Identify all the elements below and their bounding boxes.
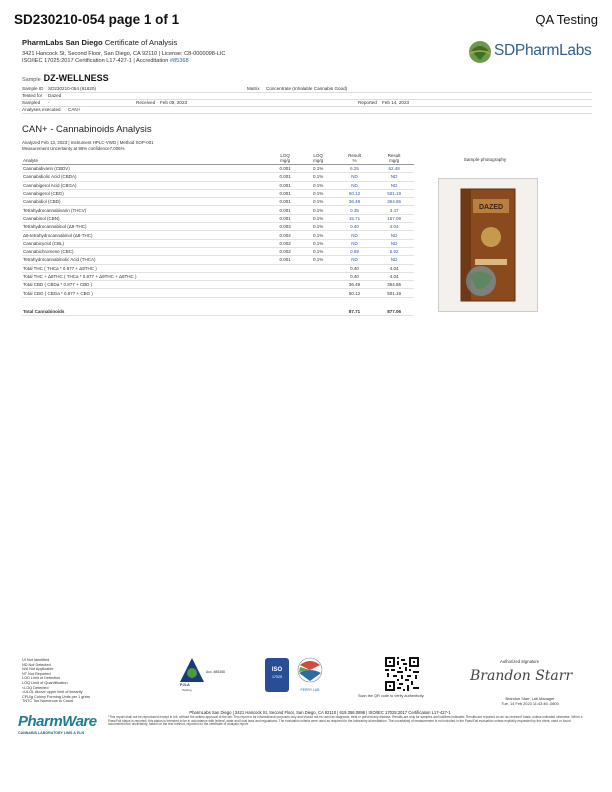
sample-photo: [438, 178, 538, 312]
legend-item: TNTC Too Numerous to Count: [22, 699, 74, 704]
sample-id-label: Sample ID: [22, 86, 44, 91]
legend-item: LOQ Limit of Quantification: [22, 680, 68, 685]
table-row: Cannabinol (CBN) 0.001 0.1% 15.71 157.09: [22, 214, 414, 222]
total-row: Total THC + Δ8THC ( THCa * 0.877 + Δ9THC + Δ8THC ) 0.40 4.04: [22, 272, 414, 280]
table-row: Tetrahydrocannabinolic Acid (THCA) 0.001 0.1% ND ND: [22, 256, 414, 264]
tested-for-label: Tested for: [22, 93, 43, 98]
table-row: Cannabichromene (CBC) 0.002 0.1% 0.59 5.92: [22, 247, 414, 255]
sample-id-value: SD230210-054 (61820): [48, 86, 97, 91]
pharmware-name: PharmWare: [18, 713, 97, 730]
section-title: CAN+ - Cannabinoids Analysis: [22, 124, 152, 135]
sample-name: DZ-WELLNESS: [43, 73, 109, 83]
legend-item: <LOQ Detected: [22, 685, 49, 690]
uncertainty-line: Measurement Uncertainty at 95% confidence7.006%: [22, 146, 125, 151]
iso-badge: [265, 658, 289, 692]
total-row: Total CBD ( CBDa * 0.877 + CBD ) 36.49 364.86: [22, 281, 414, 289]
table-row: Cannabidivarin (CBDV) 0.001 0.1% 6.25 62.48: [22, 165, 414, 173]
certificate-title: Certificate of Analysis: [104, 38, 178, 47]
authorized-signature-label: Authorized Signature: [500, 659, 540, 664]
signer-name: Brandon Starr, Lab Manager: [505, 696, 555, 701]
logo-globe-icon: [466, 38, 494, 66]
pjla-sub: Testing: [182, 688, 192, 692]
matrix-label: Matrix: [247, 86, 260, 91]
iso-text: ISO/IEC 17025:2017 Certification L17-427-1 | Accreditation: [22, 58, 170, 64]
table-row: Cannabigerol (CBG) 0.001 0.1% 50.12 501.19: [22, 189, 414, 197]
signature: Brandon Starr: [470, 668, 573, 684]
sdpharmlabs-logo: [466, 38, 596, 66]
qr-code-icon[interactable]: [385, 657, 419, 691]
legend-item: CFU/g Colony Forming Units per 1 gram: [22, 694, 90, 699]
meta-row: [22, 93, 592, 100]
qr-caption: Scan the QR code to verify authenticity.: [358, 694, 425, 698]
disclaimer: *This report shall not be reproduced except in full, without the written approval of the lab. This report is for informational purposes only and should not be used as diagnosis, treat or prevent any disease. Results are only for samples and batches indicated. Results are reported on an 'as received' basis, unless indicated otherwise. When a Pass/Fail status is reported, this status is intended to be in accordance with federal, state and local laws and regulations. The evaluation criteria were used as required for the laboratory accreditation. The uncertainty of measurement is not included in the Pass/Fail evaluation unless explicitly requested by the client, used or found documented the uncertainty, based on the test method, reported on the certificate of analysis report.: [108, 715, 583, 727]
product-box-image: [439, 179, 537, 311]
sample-photography-label: Sample photography: [463, 157, 507, 162]
perry-lab-text: PERRY LAB: [300, 688, 320, 692]
header-loq: LOQ mg/g: [302, 153, 335, 165]
sample-heading: [22, 73, 109, 83]
iso-number: 17025: [272, 675, 282, 679]
legend-item: >ULOL Above upper limit of linearity: [22, 690, 83, 695]
analyzed-line: Analyzed Feb 13, 2023 | Instrument HPLC-VWD | Method SOP-001: [22, 140, 154, 145]
legend-item: UI Not Identified: [22, 658, 50, 662]
meta-row: [22, 86, 592, 93]
table-row: Cannabidiol (CBD) 0.001 0.1% 36.49 364.86: [22, 198, 414, 206]
analysis-info: [22, 140, 154, 152]
reported-value: Feb 14, 2023: [382, 100, 410, 105]
table-row: Tetrahydrocannabivarin (THCV) 0.001 0.1% 0.35 3.47: [22, 206, 414, 214]
verification-qr-code[interactable]: [385, 657, 419, 691]
iso-line: [22, 58, 225, 65]
meta-row: [22, 100, 592, 107]
accreditation-link[interactable]: #85368: [169, 58, 189, 64]
spacer-row: [22, 297, 414, 308]
reported-label: Reported: [358, 100, 377, 105]
perry-lab-badge: [294, 657, 326, 692]
table-row: Cannabigerol Acid (CBGA) 0.001 0.1% ND ND: [22, 181, 414, 189]
header-analyte: Analyte: [22, 153, 269, 165]
received-label: Received: [136, 100, 156, 105]
pjla-name: PJLA: [180, 683, 190, 687]
company-address: [22, 51, 225, 65]
logo-text: SDPharmLabs: [494, 42, 592, 59]
qa-testing-label: QA Testing: [535, 12, 598, 27]
meta-row: [22, 107, 592, 114]
total-row: Total CBG ( CBGa * 0.877 + CBG ) 50.12 501.19: [22, 289, 414, 297]
pharmware-logo: [18, 713, 96, 737]
company-title: [22, 38, 177, 47]
sampled-label: Sampled: [22, 100, 41, 105]
header-result-mgg: Result mg/g: [374, 153, 414, 165]
address-line: 3421 Hancock St, Second Floor, San Diego, CA 92110 | License: C8-0000098-LIC: [22, 51, 226, 57]
total-cannabinoids-row: Total Cannabinoids 87.71 877.06: [22, 308, 414, 316]
table-row: Tetrahydrocannabinol (Δ9-THC) 0.003 0.1% 0.40 4.04: [22, 223, 414, 231]
svg-text:DAZED: DAZED: [478, 204, 504, 211]
table-row: Cannabidiolic Acid (CBDA) 0.001 0.1% ND ND: [22, 173, 414, 181]
analyses-value: CAN+: [68, 107, 81, 112]
pjla-accreditation-badge: [178, 656, 225, 692]
document-id-page: SD230210-054 page 1 of 1: [14, 12, 180, 27]
table-row: Cannabicyclol (CBL) 0.002 0.1% ND ND: [22, 239, 414, 247]
abbreviation-legend: [22, 658, 90, 704]
footer-address: PharmLabs San Diego | 3421 Hancock St, Second Floor, San Diego, CA 92110 | 619.356.0898 | ISO/IEC 17025:2017 Certification L17-427-1: [189, 710, 451, 715]
total-row: Total THC ( THCa * 0.877 + Δ9THC ) 0.40 4.04: [22, 264, 414, 272]
sampled-value: -: [48, 100, 50, 105]
company-name: PharmLabs San Diego: [22, 38, 103, 47]
perry-lab-icon: [294, 657, 326, 683]
pjla-acc-no: Acc. #85368: [206, 670, 225, 674]
header-result-percent: Result %: [335, 153, 375, 165]
table-header-row: [22, 153, 414, 165]
matrix-value: Concentrate (Inhalable Cannabis Good): [266, 86, 348, 91]
pharmware-tagline: CANNABIS LABORATORY LIMS & ELN: [18, 731, 85, 735]
table-row: Δ8-tetrahydrocannabinol (Δ8-THC) 0.004 0.1% ND ND: [22, 231, 414, 239]
analyses-label: Analyses executed: [22, 107, 61, 112]
sample-label: Sample: [22, 77, 41, 83]
iso-text: ISO: [271, 667, 283, 673]
legend-item: N/A Not Applicable: [22, 667, 54, 672]
tested-for-value: Dazed: [48, 93, 62, 98]
cannabinoids-table: [22, 153, 414, 316]
header-loq: LOQ mg/g: [269, 153, 302, 165]
legend-item: LOD Limit of Detection: [22, 676, 61, 681]
signer-date: Tue, 14 Feb 2023 11:43:46 -0800: [501, 701, 559, 706]
legend-item: ND Not Detected: [22, 662, 51, 667]
signer-block: [480, 696, 580, 706]
legend-item: NT Not Reported: [22, 671, 51, 676]
received-value: Feb 09, 2023: [160, 100, 188, 105]
